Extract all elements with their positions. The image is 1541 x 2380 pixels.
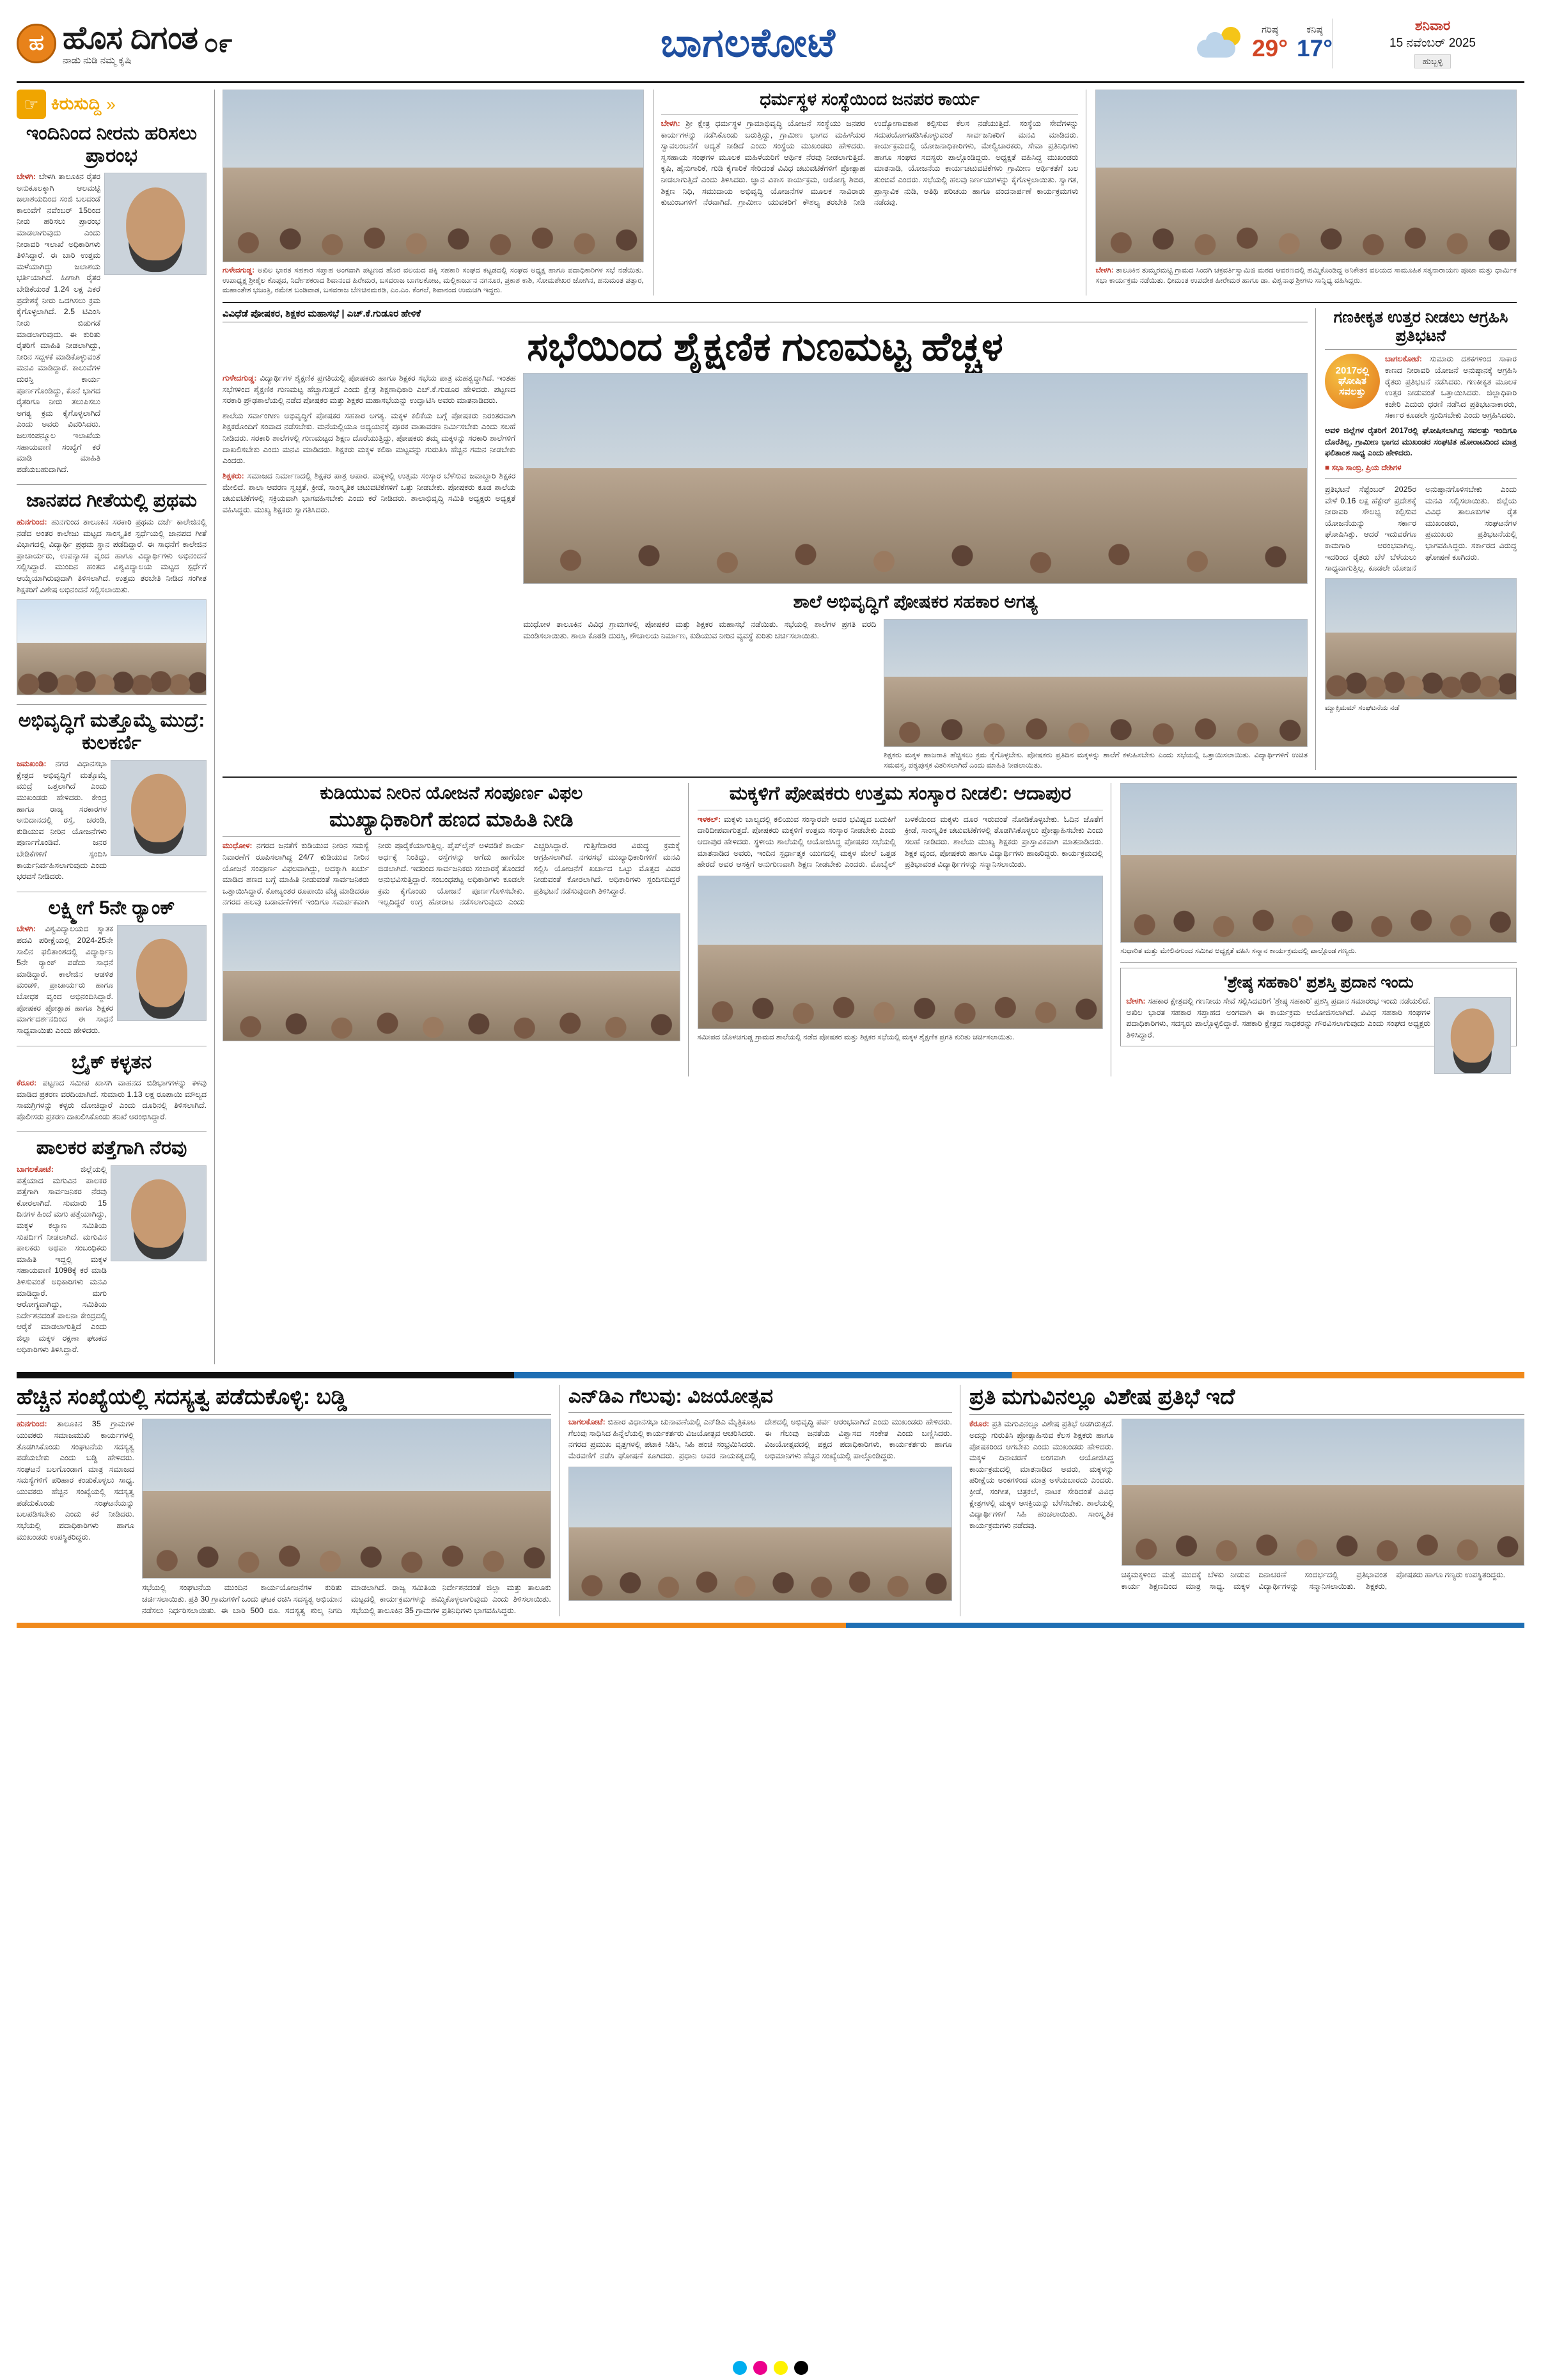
story-headline: ಪಾಲಕರ ಪತ್ತೆಗಾಗಿ ನೆರವು	[36, 1137, 187, 1159]
logo-emblem-icon: ಹ	[17, 24, 56, 63]
body-text: ಸಹಕಾರ ಕ್ಷೇತ್ರದಲ್ಲಿ ಗಣನೀಯ ಸೇವೆ ಸಲ್ಲಿಸಿದವರಿಗೆ 'ಶ್ರೇಷ್ಠ ಸಹಕಾರಿ' ಪ್ರಶಸ್ತಿ ಪ್ರದಾನ ಸಮಾರಂಭ ಇಂದು ನಡೆಯಲಿದೆ. ಅಖಿಲ ಭಾರತ ಸಹಕಾರ ಸಪ್ತಾಹದ ಅಂಗವಾಗಿ ಈ ಕಾರ್ಯಕ್ರಮ ಆಯೋಜಿಸಲಾಗಿದೆ. ವಿವಿಧ ಸಹಕಾರಿ ಸಂಘಗಳ ಪದಾಧಿಕಾರಿಗಳು, ಸದಸ್ಯರು ಪಾಲ್ಗೊಳ್ಳಲಿದ್ದಾರೆ. ಸಹಕಾರಿ ಕ್ಷೇತ್ರದ ಸಾಧಕರನ್ನು ಗೌರವಿಸಲಾಗುವುದು ಎಂದು ಸಂಘದ ಅಧ್ಯಕ್ಷರು ತಿಳಿಸಿದ್ದಾರೆ.	[1126, 996, 1430, 1039]
color-band	[17, 1372, 1524, 1378]
city-tag: ಹುಬ್ಬಳ್ಳಿ	[1414, 54, 1451, 68]
body-text: ಬಿಹಾರ ವಿಧಾನಸಭಾ ಚುನಾವಣೆಯಲ್ಲಿ ಎನ್‌ಡಿಎ ಮೈತ್ರಿಕೂಟ ಗೆಲುವು ಸಾಧಿಸಿದ ಹಿನ್ನೆಲೆಯಲ್ಲಿ ಕಾರ್ಯಕರ್ತರು ವಿಜಯೋತ್ಸವ ಆಚರಿಸಿದರು. ನಗರದ ಪ್ರಮುಖ ವೃತ್ತಗಳಲ್ಲಿ ಪಟಾಕಿ ಸಿಡಿಸಿ, ಸಿಹಿ ಹಂಚಿ ಸಂಭ್ರಮಿಸಿದರು. ಮೆರವಣಿಗೆ ನಡೆಸಿ ಘೋಷಣೆ ಕೂಗಿದರು. ಪ್ರಧಾನಿ ಅವರ ನಾಯಕತ್ವದಲ್ಲಿ ದೇಶದಲ್ಲಿ ಅಭಿವೃದ್ಧಿ ಪರ್ವ ಆರಂಭವಾಗಿದೆ ಎಂದು ಮುಖಂಡರು ಹೇಳಿದರು. ಈ ಗೆಲುವು ಜನತೆಯ ವಿಶ್ವಾಸದ ಸಂಕೇತ ಎಂದು ಬಣ್ಣಿಸಿದರು. ವಿಜಯೋತ್ಸವದಲ್ಲಿ ಪಕ್ಷದ ಪದಾಧಿಕಾರಿಗಳು, ಕಾರ್ಯಕರ್ತರು ಹಾಗೂ ಅಭಿಮಾನಿಗಳು ಹೆಚ್ಚಿನ ಸಂಖ್ಯೆಯಲ್ಲಿ ಪಾಲ್ಗೊಂಡಿದ್ದರು.	[568, 1417, 952, 1460]
story-body	[17, 1164, 107, 1355]
lead-section	[223, 308, 1517, 770]
lead-subhead: ಶಾಲೆ ಅಭಿವೃದ್ಧಿಗೆ ಪೋಷಕರ ಸಹಕಾರ ಅಗತ್ಯ	[523, 589, 1308, 615]
body-text: ಬೇಳಗಿ ತಾಲೂಕಿನ ರೈತರ ಅನುಕೂಲಕ್ಕಾಗಿ ಆಲಮಟ್ಟಿ ಜಲಾಶಯದಿಂದ ಸಂಜಿ ಬಲದಂಡೆ ಕಾಲುವೆಗೆ ನವೆಂಬರ್ 15ರಿಂದ ನೀರು ಹರಿಸಲು ಪ್ರಾರಂಭ ಮಾಡಲಾಗುವುದು ಎಂದು ನೀರಾವರಿ ಇಲಾಖೆ ಅಧಿಕಾರಿಗಳು ತಿಳಿಸಿದ್ದಾರೆ. ಈ ಬಾರಿ ಉತ್ತಮ ಮಳೆಯಾಗಿದ್ದು ಜಲಾಶಯ ಭರ್ತಿಯಾಗಿದೆ. ಹೀಗಾಗಿ ರೈತರ ಬೇಡಿಕೆಯಂತೆ 1.24 ಲಕ್ಷ ಎಕರೆ ಪ್ರದೇಶಕ್ಕೆ ನೀರು ಒದಗಿಸಲು ಕ್ರಮ ಕೈಗೊಳ್ಳಲಾಗಿದೆ. 2.5 ಟಿಎಂಸಿ ನೀರು ಬಿಡುಗಡೆ ಮಾಡಲಾಗುವುದು. ಈ ಕುರಿತು ರೈತರಿಗೆ ಮಾಹಿತಿ ನೀಡಲಾಗಿದ್ದು, ನೀರಿನ ಸದ್ಬಳಕೆ ಮಾಡಿಕೊಳ್ಳುವಂತೆ ಮನವಿ ಮಾಡಿದ್ದಾರೆ. ಕಾಲುವೆಗಳ ದುರಸ್ತಿ ಕಾರ್ಯ ಪೂರ್ಣಗೊಂಡಿದ್ದು, ಕೊನೆ ಭಾಗದ ರೈತರಿಗೂ ನೀರು ತಲುಪಿಸಲು ಅಗತ್ಯ ಕ್ರಮ ಕೈಗೊಳ್ಳಲಾಗಿದೆ ಎಂದು ಅವರು ವಿವರಿಸಿದರು. ಜಲಸಂಪನ್ಮೂಲ ಇಲಾಖೆಯ ಸಹಾಯವಾಣಿ ಸಂಖ್ಯೆಗೆ ಕರೆ ಮಾಡಿ ಮಾಹಿತಿ ಪಡೆಯಬಹುದಾಗಿದೆ.	[17, 172, 100, 474]
masthead	[17, 9, 1524, 83]
photo-caption: ಶಿಕ್ಷಕರು ಮಕ್ಕಳ ಹಾಜರಾತಿ ಹೆಚ್ಚಿಸಲು ಕ್ರಮ ಕೈಗೊಳ್ಳಬೇಕು. ಪೋಷಕರು ಪ್ರತಿದಿನ ಮಕ್ಕಳನ್ನು ಶಾಲೆಗೆ ಕಳುಹಿಸಬೇಕು ಎಂದು ಸಭೆಯಲ್ಲಿ ಒತ್ತಾಯಿಸಲಾಯಿತು. ವಿದ್ಯಾರ್ಥಿಗಳಿಗೆ ಉಚಿತ ಸಮವಸ್ತ್ರ, ಪಠ್ಯಪುಸ್ತಕ ವಿತರಿಸಲಾಗಿದೆ ಎಂದು ಮಾಹಿತಿ ನೀಡಲಾಯಿತು.	[884, 751, 1308, 769]
temp-low: ಕನಿಷ್ಠ 17°	[1297, 24, 1333, 61]
story-headline: ಕುಡಿಯುವ ನೀರಿನ ಯೋಜನೆ ಸಂಪೂರ್ಣ ವಿಫಲ	[320, 783, 583, 803]
dateline: ಬೇಳಗಿ:	[17, 172, 36, 181]
dateline: ಬಾಗಲಕೋಟೆ:	[1385, 354, 1422, 364]
chevron-right-icon: »	[106, 94, 116, 114]
rail-headline: ಗಣಕೀಕೃತ ಉತ್ತರ ನೀಡಲು ಆಗ್ರಹಿಸಿ ಪ್ರತಿಭಟನೆ	[1333, 308, 1508, 345]
temp-high: ಗರಿಷ್ಠ 29°	[1252, 24, 1288, 61]
rail-photo	[1325, 578, 1517, 700]
dateline: ಕೆರೂರ:	[969, 1419, 990, 1429]
story-photo	[111, 1165, 207, 1261]
caption-text: ಅಖಿಲ ಭಾರತ ಸಹಕಾರ ಸಪ್ತಾಹ ಅಂಗವಾಗಿ ಪಟ್ಟಣದ ಹೊರ ವಲಯದ ಪಕ್ಕಿ ಸಹಕಾರಿ ಸಂಘದ ಕಟ್ಟಡದಲ್ಲಿ ಸಂಘದ ಅಧ್ಯಕ್ಷ ಹಾಗೂ ಪದಾಧಿಕಾರಿಗಳ ಸಭೆ ನಡೆಯಿತು. ಉಪಾಧ್ಯಕ್ಷ ಶ್ರೀಶೈಲ ಕೊಪ್ಪದ, ನಿರ್ದೇಶಕರಾದ ಶಿವಾನಂದ ಹಿರೇಮಠ, ಬಸವರಾಜ ಬಾಗಲಕೋಟ, ಮಲ್ಲಿಕಾರ್ಜುನ ನಗನೂರ, ಪ್ರಕಾಶ ಕಾಶಿ, ಸೋಮಶೇಖರ ಜೋಗಿನ, ಹನುಮಂತ ಪತ್ತಾರ, ಮಹಾಂತೇಶ ಭಜಂತ್ರಿ, ರಮೇಶ ಬಂಡಿವಾಡ, ಬಸವರಾಜ ಬೆಣಚಿನಮರಡಿ, ಎಂ.ಎಂ. ಕೆಂಗಲೆ, ಶಿವಾನಂದ ಉಮಚಗಿ ಇದ್ದರು.	[223, 266, 644, 295]
dateline: ಇಳಕಲ್:	[697, 814, 721, 824]
story-body	[698, 814, 1104, 871]
dateline: ಬಾಗಲಕೋಟೆ:	[568, 1417, 606, 1426]
left-column	[17, 90, 215, 1364]
body-text: ವಿಶ್ವವಿದ್ಯಾಲಯದ ಸ್ನಾತಕ ಪದವಿ ಪರೀಕ್ಷೆಯಲ್ಲಿ 2024-25ನೇ ಸಾಲಿನ ಫಲಿತಾಂಶದಲ್ಲಿ ವಿದ್ಯಾರ್ಥಿನಿ 5ನೇ ರ‍್ಯಾಂಕ್ ಪಡೆದು ಸಾಧನೆ ಮಾಡಿದ್ದಾರೆ. ಕಾಲೇಜಿನ ಆಡಳಿತ ಮಂಡಳಿ, ಪ್ರಾಚಾರ್ಯರು ಹಾಗೂ ಬೋಧಕ ವೃಂದ ಅಭಿನಂದಿಸಿದ್ದಾರೆ. ಪೋಷಕರ ಪ್ರೋತ್ಸಾಹ ಹಾಗೂ ಶಿಕ್ಷಕರ ಮಾರ್ಗದರ್ಶನದಿಂದ ಈ ಸಾಧನೆ ಸಾಧ್ಯವಾಯಿತು ಎಂದು ಹೇಳಿದರು.	[17, 924, 113, 1035]
dateline: ಹುನಗುಂದ:	[17, 517, 47, 526]
story-left-5	[17, 1052, 207, 1123]
publication-date: 15 ನವೆಂಬರ್ 2025	[1389, 36, 1476, 50]
rail-highlight: ಅವಳಿ ಜಿಲ್ಲೆಗಳ ರೈತರಿಗೆ 2017ರಲ್ಲಿ ಘೋಷಿಸಲಾಗಿದ್ದ ಸವಲತ್ತು ಇಂದಿಗೂ ದೊರೆತಿಲ್ಲ. ಗ್ರಾಮೀಣ ಭಾಗದ ಮುಖಂಡರ ಸಂಘಟಿತ ಹೋರಾಟದಿಂದ ಮಾತ್ರ ಫಲಿತಾಂಶ ಸಾಧ್ಯ ಎಂದು ಹೇಳಿದರು.	[1325, 426, 1517, 458]
lead-body-3	[223, 471, 515, 516]
story-headline: ಹೆಚ್ಚಿನ ಸಂಖ್ಯೆಯಲ್ಲಿ ಸದಸ್ಯತ್ವ ಪಡೆದುಕೊಳ್ಳಿ: ಬಡ್ಡಿ	[17, 1385, 347, 1410]
highlight-badge: 2017ರಲ್ಲಿ ಘೋಷಿತ ಸವಲತ್ತು	[1325, 354, 1380, 409]
photo-caption: ಮ್ಯಾಕ್ಸಿಮಮ್ ಸಂಘಟನೆಯ ನಡೆ	[1325, 703, 1400, 712]
body-text: ಶ್ರೀ ಕ್ಷೇತ್ರ ಧರ್ಮಸ್ಥಳ ಗ್ರಾಮಾಭಿವೃದ್ಧಿ ಯೋಜನೆ ಸಂಸ್ಥೆಯು ಜನಪರ ಕಾರ್ಯಗಳನ್ನು ನಡೆಸಿಕೊಂಡು ಬರುತ್ತಿದ್ದು, ಗ್ರಾಮೀಣ ಭಾಗದ ಮಹಿಳೆಯರ ಸ್ವಾವಲಂಬನೆಗೆ ಆದ್ಯತೆ ನೀಡಿದೆ ಎಂದು ಸಂಸ್ಥೆಯ ಮುಖಂಡರು ಹೇಳಿದರು. ಸ್ವಸಹಾಯ ಸಂಘಗಳ ಮೂಲಕ ಮಹಿಳೆಯರಿಗೆ ಆರ್ಥಿಕ ನೆರವು ನೀಡಲಾಗುತ್ತಿದೆ. ಕೃಷಿ, ಹೈನುಗಾರಿಕೆ, ಗುಡಿ ಕೈಗಾರಿಕೆ ಸೇರಿದಂತೆ ವಿವಿಧ ಚಟುವಟಿಕೆಗಳಿಗೆ ಪ್ರೋತ್ಸಾಹ ನೀಡಲಾಗುತ್ತಿದೆ ಎಂದು ತಿಳಿಸಿದರು. ಜ್ಞಾನ ವಿಕಾಸ ಕಾರ್ಯಕ್ರಮ, ಆರೋಗ್ಯ ಶಿಬಿರ, ಶಿಕ್ಷಣ ನಿಧಿ, ಸಮುದಾಯ ಅಭಿವೃದ್ಧಿ ಯೋಜನೆಗಳ ಮೂಲಕ ಸಾವಿರಾರು ಕುಟುಂಬಗಳಿಗೆ ನೆರವಾಗಿದೆ. ಗ್ರಾಮೀಣ ಯುವಕರಿಗೆ ಕೌಶಲ್ಯ ತರಬೇತಿ ನೀಡಿ ಉದ್ಯೋಗಾವಕಾಶ ಕಲ್ಪಿಸುವ ಕೆಲಸ ನಡೆಯುತ್ತಿದೆ. ಸಂಸ್ಥೆಯ ಸೇವೆಗಳನ್ನು ಸದುಪಯೋಗಪಡಿಸಿಕೊಳ್ಳುವಂತೆ ಸಾರ್ವಜನಿಕರಿಗೆ ಮನವಿ ಮಾಡಿದರು. ಕಾರ್ಯಕ್ರಮದಲ್ಲಿ ಯೋಜನಾಧಿಕಾರಿಗಳು, ಮೇಲ್ವಿಚಾರಕರು, ಸೇವಾ ಪ್ರತಿನಿಧಿಗಳು ಹಾಗೂ ಸಂಘದ ಸದಸ್ಯರು ಪಾಲ್ಗೊಂಡಿದ್ದರು. ಅಧ್ಯಕ್ಷತೆ ವಹಿಸಿದ್ದ ಮುಖಂಡರು ಮಾತನಾಡಿ, ಯೋಜನೆಯ ಕಾರ್ಯಚಟುವಟಿಕೆಗಳು ಗ್ರಾಮೀಣ ಆರ್ಥಿಕತೆಗೆ ಬಲ ತುಂಬಿವೆ ಎಂದರು. ಸಭೆಯಲ್ಲಿ ಹಲವು ನಿರ್ಣಯಗಳನ್ನು ಕೈಗೊಳ್ಳಲಾಯಿತು. ಸ್ವಾಗತ, ಪ್ರಾಸ್ತಾವಿಕ ನುಡಿ, ಅತಿಥಿ ಪರಿಚಯ ಹಾಗೂ ವಂದನಾರ್ಪಣೆ ಕಾರ್ಯಕ್ರಮಗಳು ನಡೆದವು.	[661, 119, 1079, 207]
photo-caption	[1095, 265, 1517, 285]
story-body	[661, 118, 1079, 209]
lead-body-2: ಶಾಲೆಯ ಸರ್ವಾಂಗೀಣ ಅಭಿವೃದ್ಧಿಗೆ ಪೋಷಕರ ಸಹಕಾರ ಅಗತ್ಯ. ಮಕ್ಕಳ ಕಲಿಕೆಯ ಬಗ್ಗೆ ಪೋಷಕರು ನಿರಂತರವಾಗಿ ಶಿಕ್ಷಕರೊಂದಿಗೆ ಸಂವಾದ ನಡೆಸಬೇಕು. ಮನೆಯಲ್ಲಿಯೂ ಅಧ್ಯಯನಕ್ಕೆ ಪೂರಕ ವಾತಾವರಣ ನಿರ್ಮಿಸಬೇಕು ಎಂದು ಸಲಹೆ ನೀಡಿದರು. ಸರಕಾರಿ ಶಾಲೆಗಳಲ್ಲಿ ಗುಣಮಟ್ಟದ ಶಿಕ್ಷಣ ದೊರೆಯುತ್ತಿದ್ದು, ಪೋಷಕರು ತಮ್ಮ ಮಕ್ಕಳನ್ನು ಸರಕಾರಿ ಶಾಲೆಗಳಿಗೆ ದಾಖಲಿಸಬೇಕು ಎಂದು ಮನವಿ ಮಾಡಿದರು. ಶಿಕ್ಷಕರು ಮಕ್ಕಳ ಕಲಿಕಾ ಮಟ್ಟವನ್ನು ಗುರುತಿಸಿ ಹೆಚ್ಚಿನ ಗಮನ ನೀಡಬೇಕು ಎಂದರು.	[223, 411, 516, 466]
lead-body-1	[223, 373, 515, 407]
rail-body-1	[1385, 354, 1517, 422]
story-photo	[111, 760, 207, 856]
body-text: ಪ್ರತಿ ಮಗುವಿನಲ್ಲೂ ವಿಶೇಷ ಪ್ರತಿಭೆ ಅಡಗಿರುತ್ತದೆ. ಅದನ್ನು ಗುರುತಿಸಿ ಪ್ರೋತ್ಸಾಹಿಸುವ ಕೆಲಸ ಶಿಕ್ಷಕರು ಹಾಗೂ ಪೋಷಕರಿಂದ ಆಗಬೇಕು ಎಂದು ಮುಖಂಡರು ಹೇಳಿದರು. ಮಕ್ಕಳ ದಿನಾಚರಣೆ ಅಂಗವಾಗಿ ಆಯೋಜಿಸಿದ್ದ ಕಾರ್ಯಕ್ರಮದಲ್ಲಿ ಮಾತನಾಡಿದ ಅವರು, ಮಕ್ಕಳನ್ನು ಪರೀಕ್ಷೆಯ ಅಂಕಗಳಿಂದ ಮಾತ್ರ ಅಳೆಯಬಾರದು ಎಂದರು. ಕ್ರೀಡೆ, ಸಂಗೀತ, ಚಿತ್ರಕಲೆ, ನಾಟಕ ಸೇರಿದಂತೆ ವಿವಿಧ ಕ್ಷೇತ್ರಗಳಲ್ಲಿ ಮಕ್ಕಳ ಆಸಕ್ತಿಯನ್ನು ಬೆಳೆಸಬೇಕು. ಶಾಲೆಯಲ್ಲಿ ವಿದ್ಯಾರ್ಥಿಗಳಿಗೆ ಸಿಹಿ ಹಂಚಲಾಯಿತು. ಸಾಂಸ್ಕೃತಿಕ ಕಾರ್ಯಕ್ರಮಗಳು ನಡೆದವು.	[969, 1419, 1114, 1530]
body-text: ನಗರದ ಜನತೆಗೆ ಕುಡಿಯುವ ನೀರಿನ ಸಮಸ್ಯೆ ನಿವಾರಣೆಗೆ ರೂಪಿಸಲಾಗಿದ್ದ 24/7 ಕುಡಿಯುವ ನೀರಿನ ಯೋಜನೆ ಸಂಪೂರ್ಣ ವಿಫಲವಾಗಿದ್ದು, ಅದಕ್ಕಾಗಿ ಖರ್ಚು ಮಾಡಿದ ಹಣದ ಬಗ್ಗೆ ಮಾಹಿತಿ ನೀಡುವಂತೆ ಸಾರ್ವಜನಿಕರು ಒತ್ತಾಯಿಸಿದ್ದಾರೆ. ಕೋಟ್ಯಂತರ ರೂಪಾಯಿ ವೆಚ್ಚ ಮಾಡಿದರೂ ನಗರದ ಹಲವು ಬಡಾವಣೆಗಳಿಗೆ ಇಂದಿಗೂ ಸಮರ್ಪಕವಾಗಿ ನೀರು ಪೂರೈಕೆಯಾಗುತ್ತಿಲ್ಲ. ಪೈಪ್‌ಲೈನ್ ಅಳವಡಿಕೆ ಕಾರ್ಯ ಅರ್ಧಕ್ಕೆ ನಿಂತಿದ್ದು, ರಸ್ತೆಗಳನ್ನು ಅಗೆದು ಹಾಗೆಯೇ ಬಿಡಲಾಗಿದೆ. ಇದರಿಂದ ಸಾರ್ವಜನಿಕರು ಸಂಚಾರಕ್ಕೆ ತೊಂದರೆ ಅನುಭವಿಸುತ್ತಿದ್ದಾರೆ. ಸಂಬಂಧಪಟ್ಟ ಅಧಿಕಾರಿಗಳು ಕೂಡಲೇ ಕ್ರಮ ಕೈಗೊಂಡು ಯೋಜನೆ ಪೂರ್ಣಗೊಳಿಸಬೇಕು. ಇಲ್ಲದಿದ್ದರೆ ಉಗ್ರ ಹೋರಾಟ ನಡೆಸಲಾಗುವುದು ಎಂದು ಎಚ್ಚರಿಸಿದ್ದಾರೆ. ಗುತ್ತಿಗೆದಾರರ ವಿರುದ್ಧ ಕ್ರಮಕ್ಕೆ ಆಗ್ರಹಿಸಲಾಗಿದೆ. ನಗರಸಭೆ ಮುಖ್ಯಾಧಿಕಾರಿಗಳಿಗೆ ಮನವಿ ಸಲ್ಲಿಸಿ ಯೋಜನೆಗೆ ಖರ್ಚಾದ ಒಟ್ಟು ಮೊತ್ತದ ವಿವರ ನೀಡುವಂತೆ ಕೋರಲಾಗಿದೆ. ಅಧಿಕಾರಿಗಳು ಸ್ಪಂದಿಸದಿದ್ದರೆ ಪ್ರತಿಭಟನೆ ನಡೆಸುವುದಾಗಿ ತಿಳಿಸಿದ್ದಾರೆ.	[223, 841, 680, 907]
lead-headline: ಸಭೆಯಿಂದ ಶೈಕ್ಷಣಿಕ ಗುಣಮಟ್ಟ ಹೆಚ್ಚಳ	[527, 324, 1003, 369]
body-text: ನಗರ ವಿಧಾನಸಭಾ ಕ್ಷೇತ್ರದ ಅಭಿವೃದ್ಧಿಗೆ ಮತ್ತೊಮ್ಮೆ ಮುದ್ರೆ ಒತ್ತಲಾಗಿದೆ ಎಂದು ಮುಖಂಡರು ಹೇಳಿದರು. ಕೇಂದ್ರ ಹಾಗೂ ರಾಜ್ಯ ಸರಕಾರಗಳ ಅನುದಾನದಲ್ಲಿ ರಸ್ತೆ, ಚರಂಡಿ, ಕುಡಿಯುವ ನೀರಿನ ಯೋಜನೆಗಳು ಪೂರ್ಣಗೊಂಡಿವೆ. ಜನರ ಬೇಡಿಕೆಗಳಿಗೆ ಸ್ಪಂದಿಸಿ ಕಾರ್ಯನಿರ್ವಹಿಸಲಾಗುವುದು ಎಂದು ಭರವಸೆ ನೀಡಿದರು.	[17, 759, 107, 881]
story-body	[568, 1417, 952, 1462]
badge-title-b: ಸುದ್ದಿ	[74, 94, 102, 113]
rail-body-2: ಪ್ರತಿಭಟನೆ ಸೆಪ್ಟೆಂಬರ್ 2025ರ ವೇಳೆ 0.16 ಲಕ್ಷ ಹೆಕ್ಟೇರ್ ಪ್ರದೇಶಕ್ಕೆ ನೀರಾವರಿ ಸೌಲಭ್ಯ ಕಲ್ಪಿಸುವ ಯೋಜನೆಯನ್ನು ಸರ್ಕಾರ ಘೋಷಿಸಿತ್ತು. ಆದರೆ ಇದುವರೆಗೂ ಕಾಮಗಾರಿ ಆರಂಭವಾಗಿಲ್ಲ. ಇದರಿಂದ ರೈತರು ಬೆಳೆ ಬೆಳೆಯಲು ಸಾಧ್ಯವಾಗುತ್ತಿಲ್ಲ. ಕೂಡಲೇ ಯೋಜನೆ ಅನುಷ್ಠಾನಗೊಳಿಸಬೇಕು ಎಂದು ಮನವಿ ಸಲ್ಲಿಸಲಾಯಿತು. ಜಿಲ್ಲೆಯ ವಿವಿಧ ತಾಲೂಕುಗಳ ರೈತ ಮುಖಂಡರು, ಸಂಘಟನೆಗಳ ಪ್ರಮುಖರು ಪ್ರತಿಭಟನೆಯಲ್ಲಿ ಭಾಗವಹಿಸಿದ್ದರು. ಸರ್ಕಾರದ ವಿರುದ್ಧ ಘೋಷಣೆ ಕೂಗಿದರು.	[1325, 484, 1517, 573]
story-headline: ಇಂದಿನಿಂದ ನೀರನು ಹರಿಸಲು ಪ್ರಾರಂಭ	[26, 123, 198, 166]
dateline: ಕೆರೂರ:	[17, 1078, 37, 1088]
edition-title: ಬಾಗಲಕೋಟೆ	[661, 20, 836, 65]
story-body	[17, 924, 113, 1036]
story-headline: ಜಾನಪದ ಗೀತೆಯಲ್ಲಿ ಪ್ರಥಮ	[26, 490, 198, 512]
megaphone-icon: ☞	[17, 90, 46, 119]
lower-story-mid	[698, 783, 1112, 1076]
story-left-4	[17, 897, 207, 1037]
page-number: ೦೯	[204, 29, 233, 58]
lead-photo	[523, 373, 1308, 584]
lower-section	[223, 783, 1517, 1076]
caption-dateline: ಗುಳೇದಗುಡ್ಡ:	[223, 266, 255, 274]
subhead-lead: ಶಿಕ್ಷಕರು:	[223, 471, 244, 480]
right-rail	[1325, 308, 1517, 770]
story-left-6	[17, 1137, 207, 1355]
badge-title-a: ಕಿರು	[51, 94, 74, 113]
body-text: ತಾಲೂಕಿನ 35 ಗ್ರಾಮಗಳ ಯುವಕರು ಸಮಾಜಮುಖಿ ಕಾರ್ಯಗಳಲ್ಲಿ ತೊಡಗಿಸಿಕೊಂಡು ಸಂಘಟನೆಯ ಸದಸ್ಯತ್ವ ಪಡೆಯಬೇಕು ಎಂದು ಬಡ್ಡಿ ಹೇಳಿದರು. ಸಂಘಟನೆ ಬಲಗೊಂಡಾಗ ಮಾತ್ರ ಸಮಾಜದ ಸಮಸ್ಯೆಗಳಿಗೆ ಪರಿಹಾರ ಕಂಡುಕೊಳ್ಳಲು ಸಾಧ್ಯ. ಯುವಕರು ಹೆಚ್ಚಿನ ಸಂಖ್ಯೆಯಲ್ಲಿ ಸದಸ್ಯತ್ವ ಪಡೆದುಕೊಂಡು ಸಂಘಟನೆಯನ್ನು ಬಲಪಡಿಸಬೇಕು ಎಂದು ಕರೆ ನೀಡಿದರು. ಸಭೆಯಲ್ಲಿ ಪದಾಧಿಕಾರಿಗಳು ಹಾಗೂ ಮುಖಂಡರು ಉಪಸ್ಥಿತರಿದ್ದರು.	[17, 1419, 134, 1541]
dateline: ಬೇಳಗಿ:	[1126, 996, 1146, 1005]
lead-body-4: ಮುಧೋಳ ತಾಲೂಕಿನ ವಿವಿಧ ಗ್ರಾಮಗಳಲ್ಲಿ ಪೋಷಕರ ಮತ್ತು ಶಿಕ್ಷಕರ ಮಹಾಸಭೆ ನಡೆಯಿತು. ಸಭೆಯಲ್ಲಿ ಶಾಲೆಗಳ ಪ್ರಗತಿ ವರದಿ ಮಂಡಿಸಲಾಯಿತು. ಶಾಲಾ ಕೊಠಡಿ ದುರಸ್ತಿ, ಶೌಚಾಲಯ ನಿರ್ಮಾಣ, ಕುಡಿಯುವ ನೀರಿನ ವ್ಯವಸ್ಥೆ ಕುರಿತು ಚರ್ಚಿಸಲಾಯಿತು.	[523, 620, 877, 640]
story-photo	[1095, 90, 1517, 262]
story-eyebrow: ವಿವಿಧೆಡೆ ಪೋಷಕರ, ಶಿಕ್ಷಕರ ಮಹಾಸಭೆ | ಎಚ್.ಕೆ.ಗುಡೂರ ಹೇಳಿಕೆ	[223, 308, 1308, 322]
kirusuddi-badge	[17, 90, 207, 119]
story-photo	[223, 913, 680, 1041]
story-photo	[1122, 1419, 1524, 1566]
dateline: ಜಮಖಂಡಿ:	[17, 759, 47, 769]
caption-text: ತಾಲೂಕಿನ ತುಮ್ಮರಮಟ್ಟಿ ಗ್ರಾಮದ ಸಿಂದಗಿ ಚಕ್ರವರ್ತಿಸ್ವಾಮಿಜಿ ಮಠದ ಆವರಣದಲ್ಲಿ ಹಮ್ಮಿಕೊಂಡಿದ್ದ ಅನಿಕೇತನ ವಲಯದ ಸಾಮೂಹಿಕ ಸತ್ಯನಾರಾಯಣ ಪೂಜಾ ಮತ್ತು ಧಾರ್ಮಿಕ ಸಭಾ ಕಾರ್ಯಕ್ರಮ ನಡೆಯಿತು. ಧೀಮಂತ ಉಪದೇಶ ಹೀರೇಮಠ ಹಾಗೂ ಡಾ. ವಿಶ್ವನಾಥ ಶ್ರೀಗಳು ಸಾನ್ನಿಧ್ಯ ವಹಿಸಿದ್ದರು.	[1095, 266, 1517, 285]
story-left-2	[17, 490, 207, 695]
lead-story	[223, 308, 1316, 770]
story-body	[17, 759, 107, 883]
dateline: ಬೇಳಗಿ:	[17, 924, 36, 934]
story-body-2: ಸಭೆಯಲ್ಲಿ ಸಂಘಟನೆಯ ಮುಂದಿನ ಕಾರ್ಯಯೋಜನೆಗಳ ಕುರಿತು ಚರ್ಚಿಸಲಾಯಿತು. ಪ್ರತಿ 30 ಗ್ರಾಮಗಳಿಗೆ ಒಂದು ಘಟಕ ರಚಿಸಿ ಸದಸ್ಯತ್ವ ಅಭಿಯಾನ ನಡೆಸಲು ನಿರ್ಧರಿಸಲಾಯಿತು. ಈ ಬಾರಿ 500 ರೂ. ಸದಸ್ಯತ್ವ ಶುಲ್ಕ ನಿಗದಿ ಮಾಡಲಾಗಿದೆ. ರಾಜ್ಯ ಸಮಿತಿಯ ನಿರ್ದೇಶನದಂತೆ ಜಿಲ್ಲಾ ಮತ್ತು ತಾಲೂಕು ಮಟ್ಟದಲ್ಲಿ ಕಾರ್ಯಕ್ರಮಗಳನ್ನು ಹಮ್ಮಿಕೊಳ್ಳಲಾಗುವುದು ಎಂದು ತಿಳಿಸಲಾಯಿತು. ಸಭೆಯಲ್ಲಿ ತಾಲೂಕಿನ 35 ಗ್ರಾಮಗಳ ಪ್ರತಿನಿಧಿಗಳು ಭಾಗವಹಿಸಿದ್ದರು.	[141, 1583, 551, 1615]
dateline: ಬೇಳಗಿ:	[661, 119, 680, 129]
photo-caption: ಸುಧಾರಿತ ಮತ್ತು ಮೇಲಿನಗುಂದ ಸಮೀಪ ಅಧ್ಯಕ್ಷತೆ ವಹಿಸಿ ಸನ್ಮಾನ ಕಾರ್ಯಕ್ರಮದಲ್ಲಿ ಪಾಲ್ಗೊಂಡ ಗಣ್ಯರು.	[1120, 947, 1357, 956]
dateline: ಬಾಗಲಕೋಟೆ:	[17, 1164, 54, 1174]
story-body	[17, 171, 100, 475]
registration-marks	[0, 2361, 1541, 2375]
bottom-section	[17, 1385, 1524, 1616]
dateline: ಹುನಗುಂದ:	[17, 1419, 47, 1429]
story-photo	[117, 925, 207, 1021]
dateline: ಗುಳೇದಗುಡ್ಡ:	[223, 374, 257, 383]
box-body	[1126, 996, 1430, 1041]
color-band-bottom	[17, 1623, 1524, 1628]
secondary-photo	[884, 619, 1308, 747]
rail-note: ■ ಸಭಾ ಸಾಂಬ್ರಿ, ಪ್ರಿಯ ದೇಶಿಗಳ	[1325, 463, 1517, 473]
date-block	[1333, 19, 1524, 68]
body-text: ಸುಮಾರು ದಶಕಗಳಿಂದ ಸಾಕಾರ ಕಾಣದ ನೀರಾವರಿ ಯೋಜನೆ ಅನುಷ್ಠಾನಕ್ಕೆ ಆಗ್ರಹಿಸಿ ರೈತರು ಪ್ರತಿಭಟನೆ ನಡೆಸಿದರು. ಗಣಕೀಕೃತ ಮೂಲಕ ಉತ್ತರ ನೀಡುವಂತೆ ಒತ್ತಾಯಿಸಿದರು. ಜಿಲ್ಲಾಧಿಕಾರಿ ಕಚೇರಿ ಎದುರು ಧರಣಿ ನಡೆಸಿದ ಪ್ರತಿಭಟನಾಕಾರರು, ಸರ್ಕಾರ ಕೂಡಲೇ ಸ್ಪಂದಿಸಬೇಕು ಎಂದು ಆಗ್ರಹಿಸಿದರು.	[1385, 354, 1517, 420]
story-body	[17, 1419, 134, 1616]
caption-dateline: ಬೇಳಗಿ:	[1095, 266, 1114, 274]
dateline: ಮುಧೋಳ:	[223, 841, 253, 851]
publication-logo[interactable]	[17, 19, 375, 66]
lower-story-left	[223, 783, 689, 1076]
top-photo-block-2	[1095, 90, 1517, 296]
bottom-story-3	[969, 1385, 1524, 1616]
story-body	[17, 1078, 207, 1123]
lower-story-right	[1120, 783, 1517, 1076]
story-body	[969, 1419, 1114, 1592]
bottom-story-1	[17, 1385, 559, 1616]
story-photo	[698, 876, 1104, 1029]
sun-cloud-icon	[1197, 27, 1243, 60]
page-content	[17, 90, 1524, 1364]
story-headline: ಪ್ರತಿ ಮಗುವಿನಲ್ಲೂ ವಿಶೇಷ ಪ್ರತಿಭೆ ಇದೆ	[969, 1385, 1235, 1410]
body-text: ಜಿಲ್ಲೆಯಲ್ಲಿ ಪತ್ತೆಯಾದ ಮಗುವಿನ ಪಾಲಕರ ಪತ್ತೆಗಾಗಿ ಸಾರ್ವಜನಿಕರ ನೆರವು ಕೋರಲಾಗಿದೆ. ಸುಮಾರು 15 ದಿನಗಳ ಹಿಂದೆ ಮಗು ಪತ್ತೆಯಾಗಿದ್ದು, ಮಕ್ಕಳ ಕಲ್ಯಾಣ ಸಮಿತಿಯ ಸುಪರ್ದಿಗೆ ನೀಡಲಾಗಿದೆ. ಮಗುವಿನ ಪಾಲಕರು ಅಥವಾ ಸಂಬಂಧಿಕರು ಮಾಹಿತಿ ಇದ್ದಲ್ಲಿ ಮಕ್ಕಳ ಸಹಾಯವಾಣಿ 1098ಕ್ಕೆ ಕರೆ ಮಾಡಿ ತಿಳಿಸುವಂತೆ ಅಧಿಕಾರಿಗಳು ಮನವಿ ಮಾಡಿದ್ದಾರೆ. ಮಗು ಆರೋಗ್ಯವಾಗಿದ್ದು, ಸಮಿತಿಯ ನಿರ್ದೇಶನದಂತೆ ಪಾಲನಾ ಕೇಂದ್ರದಲ್ಲಿ ಆರೈಕೆ ಮಾಡಲಾಗುತ್ತಿದೆ ಎಂದು ಜಿಲ್ಲಾ ಮಕ್ಕಳ ರಕ್ಷಣಾ ಘಟಕದ ಅಧಿಕಾರಿಗಳು ತಿಳಿಸಿದ್ದಾರೆ.	[17, 1164, 107, 1354]
story-headline: ಧರ್ಮಸ್ಥಳ ಸಂಸ್ಥೆಯಿಂದ ಜನಪರ ಕಾರ್ಯ	[760, 90, 980, 109]
photo-caption	[698, 1032, 1104, 1043]
story-photo	[568, 1467, 952, 1601]
yellow-dot-icon	[774, 2361, 788, 2375]
box-headline: 'ಶ್ರೇಷ್ಠ ಸಹಕಾರಿ' ಪ್ರಶಸ್ತಿ ಪ್ರದಾನ ಇಂದು	[1223, 973, 1414, 991]
cyan-dot-icon	[733, 2361, 747, 2375]
body-text: ಮಕ್ಕಳು ಬಾಲ್ಯದಲ್ಲಿ ಕಲಿಯುವ ಸಂಸ್ಕಾರವೇ ಅವರ ಭವಿಷ್ಯದ ಬದುಕಿಗೆ ದಾರಿದೀಪವಾಗುತ್ತದೆ. ಪೋಷಕರು ಮಕ್ಕಳಿಗೆ ಉತ್ತಮ ಸಂಸ್ಕಾರ ನೀಡಬೇಕು ಎಂದು ಆದಾಪುರ ಹೇಳಿದರು. ಸ್ಥಳೀಯ ಶಾಲೆಯಲ್ಲಿ ಆಯೋಜಿಸಿದ್ದ ಪೋಷಕರ ಸಭೆಯಲ್ಲಿ ಮಾತನಾಡಿದ ಅವರು, ಇಂದಿನ ಸ್ಪರ್ಧಾತ್ಮಕ ಯುಗದಲ್ಲಿ ಮಕ್ಕಳ ಮೇಲೆ ಒತ್ತಡ ಹೇರದೆ ಅವರ ಆಸಕ್ತಿಗೆ ಅನುಗುಣವಾಗಿ ಶಿಕ್ಷಣ ನೀಡಬೇಕು ಎಂದರು. ಮೊಬೈಲ್ ಬಳಕೆಯಿಂದ ಮಕ್ಕಳು ದೂರ ಇರುವಂತೆ ನೋಡಿಕೊಳ್ಳಬೇಕು. ಓದಿನ ಜೊತೆಗೆ ಕ್ರೀಡೆ, ಸಾಂಸ್ಕೃತಿಕ ಚಟುವಟಿಕೆಗಳಲ್ಲಿ ತೊಡಗಿಸಿಕೊಳ್ಳಲು ಪ್ರೋತ್ಸಾಹಿಸಬೇಕು ಎಂದು ಸಲಹೆ ನೀಡಿದರು. ಶಾಲೆಯ ಮುಖ್ಯ ಶಿಕ್ಷಕರು ಪ್ರಾಸ್ತಾವಿಕವಾಗಿ ಮಾತನಾಡಿದರು. ಶಿಕ್ಷಕ ವೃಂದ, ಪೋಷಕರು ಹಾಗೂ ವಿದ್ಯಾರ್ಥಿಗಳು ಹಾಜರಿದ್ದರು. ಕಾರ್ಯಕ್ರಮದಲ್ಲಿ ಪ್ರತಿಭಾವಂತ ವಿದ್ಯಾರ್ಥಿಗಳನ್ನು ಸನ್ಮಾನಿಸಲಾಯಿತು.	[697, 814, 1104, 869]
story-body	[17, 517, 207, 595]
top-story-block	[653, 90, 1087, 296]
story-photo	[142, 1419, 551, 1579]
story-photo	[1120, 783, 1517, 943]
story-left-3	[17, 710, 207, 883]
magenta-dot-icon	[753, 2361, 767, 2375]
body-text: ಪಟ್ಟಣದ ಸಮೀಪ ಖಾಸಗಿ ವಾಹನದ ಬಿಡಿಭಾಗಗಳನ್ನು ಕಳವು ಮಾಡಿದ ಪ್ರಕರಣ ವರದಿಯಾಗಿದೆ. ಸುಮಾರು 1.13 ಲಕ್ಷ ರೂಪಾಯಿ ಮೌಲ್ಯದ ಸಾಮಗ್ರಿಗಳನ್ನು ಕಳ್ಳರು ದೋಚಿದ್ದಾರೆ ಎಂದು ದೂರಿನಲ್ಲಿ ತಿಳಿಸಲಾಗಿದೆ. ಪೊಲೀಸರು ಪ್ರಕರಣ ದಾಖಲಿಸಿಕೊಂಡು ತನಿಖೆ ಆರಂಭಿಸಿದ್ದಾರೆ.	[17, 1078, 207, 1121]
box-photo	[1434, 997, 1511, 1074]
body-text: ಸಮಾಜದ ನಿರ್ಮಾಣದಲ್ಲಿ ಶಿಕ್ಷಕರ ಪಾತ್ರ ಅಪಾರ. ಮಕ್ಕಳಲ್ಲಿ ಉತ್ತಮ ಸಂಸ್ಕಾರ ಬೆಳೆಸುವ ಜವಾಬ್ದಾರಿ ಶಿಕ್ಷಕರ ಮೇಲಿದೆ. ಶಾಲಾ ಆವರಣ ಸ್ವಚ್ಛತೆ, ಕ್ರೀಡೆ, ಸಾಂಸ್ಕೃತಿಕ ಚಟುವಟಿಕೆಗಳಿಗೆ ಒತ್ತು ನೀಡಬೇಕು. ಪೋಷಕರು ಕೂಡ ಶಾಲೆಯ ಚಟುವಟಿಕೆಗಳಲ್ಲಿ ಸಕ್ರಿಯವಾಗಿ ಭಾಗವಹಿಸಬೇಕು ಎಂದು ಕರೆ ನೀಡಿದರು. ಶಾಲಾಭಿವೃದ್ಧಿ ಸಮಿತಿ ಅಧ್ಯಕ್ಷರು ಅಧ್ಯಕ್ಷತೆ ವಹಿಸಿದ್ದರು. ಮುಖ್ಯ ಶಿಕ್ಷಕರು ಸ್ವಾಗತಿಸಿದರು.	[223, 471, 516, 514]
story-photo	[223, 90, 644, 262]
publication-tagline: ನಾಡು ನುಡಿ ನಮ್ಮ ಕೃಷಿ	[63, 54, 132, 66]
story-photo	[17, 599, 207, 695]
black-dot-icon	[794, 2361, 808, 2375]
story-headline: ಮಕ್ಕಳಿಗೆ ಪೋಷಕರು ಉತ್ತಮ ಸಂಸ್ಕಾರ ನೀಡಲಿ: ಆದಾಪುರ	[729, 783, 1072, 805]
award-box	[1120, 968, 1517, 1046]
weather-widget	[1122, 24, 1333, 62]
photo-caption	[223, 265, 644, 296]
story-photo	[104, 173, 207, 275]
publication-name: ಹೊಸ ದಿಗಂತ	[63, 19, 198, 56]
story-headline: ಎನ್‌ಡಿಎ ಗೆಲುವು: ವಿಜಯೋತ್ಸವ	[568, 1385, 774, 1408]
caption-text: ಸಮೀಪದ ಚೊಳಚಗುಡ್ಡ ಗ್ರಾಮದ ಶಾಲೆಯಲ್ಲಿ ನಡೆದ ಪೋಷಕರ ಮತ್ತು ಶಿಕ್ಷಕರ ಸಭೆಯಲ್ಲಿ ಮಕ್ಕಳ ಶೈಕ್ಷಣಿಕ ಪ್ರಗತಿ ಕುರಿತು ಚರ್ಚಿಸಲಾಯಿತು.	[697, 1032, 1015, 1041]
body-text: ವಿದ್ಯಾರ್ಥಿಗಳ ಶೈಕ್ಷಣಿಕ ಪ್ರಗತಿಯಲ್ಲಿ ಪೋಷಕರು ಹಾಗೂ ಶಿಕ್ಷಕರ ಸಭೆಯ ಪಾತ್ರ ಮಹತ್ವದ್ದಾಗಿದೆ. ಇಂತಹ ಸಭೆಗಳಿಂದ ಶೈಕ್ಷಣಿಕ ಗುಣಮಟ್ಟ ಹೆಚ್ಚಾಗುತ್ತದೆ ಎಂದು ಕ್ಷೇತ್ರ ಶಿಕ್ಷಣಾಧಿಕಾರಿ ಎಚ್.ಕೆ.ಗುಡೂರ ಹೇಳಿದರು. ಪಟ್ಟಣದ ಸರಕಾರಿ ಪ್ರೌಢಶಾಲೆಯಲ್ಲಿ ನಡೆದ ಪೋಷಕರ ಮತ್ತು ಶಿಕ್ಷಕರ ಮಹಾಸಭೆಯನ್ನು ಉದ್ಘಾಟಿಸಿ ಅವರು ಮಾತನಾಡಿದರು.	[223, 374, 516, 406]
bottom-story-2	[568, 1385, 960, 1616]
top-photo-block-1	[223, 90, 644, 296]
weekday: ಶನಿವಾರ	[1414, 18, 1451, 33]
story-headline: ಲಕ್ಷ್ಮೀಗೆ 5ನೇ ರ್‍ಯಾಂಕ್	[48, 897, 175, 918]
story-body	[223, 840, 680, 908]
story-headline: ಬ್ರೈಕ್ ಕಳ್ಳತನ	[71, 1051, 152, 1073]
body-text: ಹುನಗುಂದ ತಾಲೂಕಿನ ಸರಕಾರಿ ಪ್ರಥಮ ದರ್ಜೆ ಕಾಲೇಜಿನಲ್ಲಿ ನಡೆದ ಅಂತರ ಕಾಲೇಜು ಮಟ್ಟದ ಸಾಂಸ್ಕೃತಿಕ ಸ್ಪರ್ಧೆಯಲ್ಲಿ ಜಾನಪದ ಗೀತೆ ವಿಭಾಗದಲ್ಲಿ ವಿದ್ಯಾರ್ಥಿ ಪ್ರಥಮ ಸ್ಥಾನ ಪಡೆದಿದ್ದಾರೆ. ಈ ಸಾಧನೆಗೆ ಕಾಲೇಜಿನ ಪ್ರಾಚಾರ್ಯರು, ಉಪನ್ಯಾಸಕ ವೃಂದ ಹಾಗೂ ವಿದ್ಯಾರ್ಥಿಗಳು ಅಭಿನಂದನೆ ಸಲ್ಲಿಸಿದ್ದಾರೆ. ಮುಂದಿನ ಹಂತದ ವಿಶ್ವವಿದ್ಯಾಲಯ ಮಟ್ಟದ ಸ್ಪರ್ಧೆಗೆ ಆಯ್ಕೆಯಾಗಿರುವುದಾಗಿ ತಿಳಿಸಲಾಗಿದೆ. ಉತ್ತಮ ತರಬೇತಿ ನೀಡಿದ ಸಂಗೀತ ಶಿಕ್ಷಕರಿಗೆ ವಿಶೇಷ ಅಭಿನಂದನೆ ಸಲ್ಲಿಸಲಾಯಿತು.	[17, 517, 207, 594]
main-column	[215, 90, 1524, 1364]
story-headline: ಅಭಿವೃದ್ಧಿಗೆ ಮತ್ತೊಮ್ಮೆ ಮುದ್ರೆ: ಕುಲಕರ್ಣಿ	[18, 710, 205, 753]
story-left-1	[17, 123, 207, 475]
story-body-2: ಚಿಕ್ಕಮಕ್ಕಳಿಂದ ಮತ್ತೆ ಮುದಕ್ಕೆ ಬೆಳಕು ನೀಡುವ ಕಾರ್ಯ ಶಿಕ್ಷಣದಿಂದ ಮಾತ್ರ ಸಾಧ್ಯ. ಮಕ್ಕಳ ದಿನಾಚರಣೆ ಸಂದರ್ಭದಲ್ಲಿ ಪ್ರತಿಭಾವಂತ ವಿದ್ಯಾರ್ಥಿಗಳನ್ನು ಸನ್ಮಾನಿಸಲಾಯಿತು. ಶಿಕ್ಷಕರು, ಪೋಷಕರು ಹಾಗೂ ಗಣ್ಯರು ಉಪಸ್ಥಿತರಿದ್ದರು.	[1121, 1570, 1506, 1591]
story-subheadline: ಮುಖ್ಯಾಧಿಕಾರಿಗೆ ಹಣದ ಮಾಹಿತಿ ನೀಡಿ	[329, 808, 574, 831]
top-section	[223, 90, 1517, 296]
